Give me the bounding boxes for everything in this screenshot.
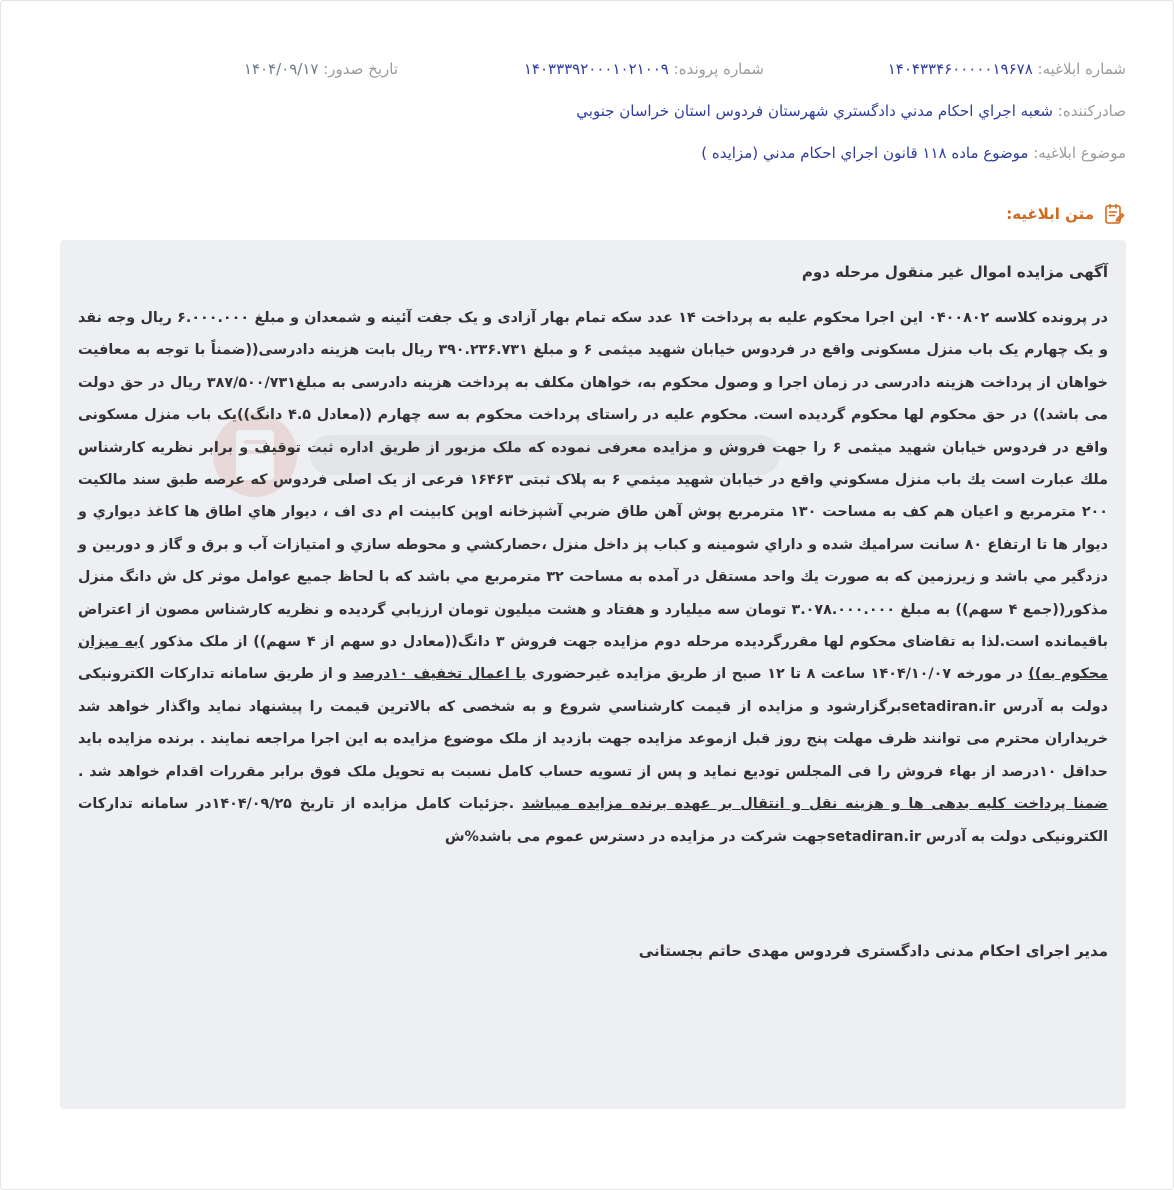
notice-content-box xyxy=(60,240,1126,1109)
notice-body-underline-2: با اعمال تخفیف ۱۰درصد xyxy=(352,666,527,683)
notice-body-underline-3: ضمنا پرداخت کلیه بدهی ها و هزینه نقل و انتقال بر عهده برنده مزایده میباشد xyxy=(521,796,1108,813)
notice-signature: مدیر اجرای احکام مدنی دادگستری فردوس مهدی حاتم بجستانی xyxy=(638,942,1108,960)
notice-body-part-1: در پرونده کلاسه ۰۴۰۰۸۰۲ این اجرا محکوم علیه به پرداخت ۱۴ عدد سکه تمام بهار آزادی و یک جفت آئینه و شمعدان و مبلغ ۶.۰۰۰.۰۰۰ ریال وجه نقد و یک چهارم یک باب منزل مسکونی واقع در فردوس خیابان شهید میثمی ۶ و مبلغ ۳۹۰.۲۳۶.۷۳۱ ریال بابت هزینه دادرسی((ضمناً با توجه به معافیت خواهان از پرداخت هزینه دادرسی در زمان اجرا و وصول محکوم به، خواهان مکلف به پرداخت هزینه دادرسی به مبلغ۳۸۷/۵۰۰/۷۳۱ ریال در حق دولت می باشد)) در حق محکوم لها محکوم گردیده است. محکوم علیه در راستای پرداخت محکوم به سه چهارم ((معادل ۴.۵ دانگ))یک باب منزل مسکونی واقع در فردوس خیابان شهید میثمی ۶ را جهت فروش و مزایده معرفی نموده که ملک مزبور از طریق اداره ثبت توقیف و برابر نظریه کارشناس ملك عبارت است يك باب منزل مسكوني واقع در خيابان شهيد ميثمي ۶ به پلاک ثبتی ۱۶۴۶۳ فرعی از یک اصلی فردوس که عرصه طبق سند مالكيت ۲۰۰ مترمربع و اعيان هم كف به مساحت ۱۳۰ مترمربع پوش آهن طاق ضربي آشپزخانه اوپن كابينت ام دی اف ، ديوار هاي اطاق ها كاغذ ديواري و ديوار ها تا ارتفاع ۸۰ سانت سراميك شده و داراي شومينه و كباب پز داخل منزل ،حصاركشي و محوطه سازي و امتيازات آب و برق و گاز و دوربين و دزدگير مي باشد و زيرزمين كه به صورت يك واحد مستقل در آمده به مساحت ۳۲ مترمربع مي باشد كه با لحاظ جميع عوامل موثر كل ش دانگ منزل مذكور((جمع ۴ سهم)) به مبلغ ۳.۰۷۸.۰۰۰.۰۰۰ تومان سه میلیارد و هفتاد و هشت میلیون تومان ارزيابي گرديده و نظريه كارشناس مصون از اعتراض باقیمانده است.لذا به تقاضای محکوم لها مقررگردیده مرحله دوم مزایده جهت فروش ۳ دانگ((معادل دو سهم از ۴ سهم)) از ملک مذکور xyxy=(78,310,1109,651)
notice-body-part-4: .جزئیات کامل مزایده از تاریخ ۱۴۰۴/۰۹/۲۵در سامانه تدارکات الکترونیکی دولت به آدرس setadiran.irجهت شرکت در مزایده در دسترس عموم می باشد%ش xyxy=(78,796,1108,845)
subject-label: موضوع ابلاغیه: xyxy=(1033,144,1126,162)
case-number xyxy=(524,58,764,80)
issue-date-label: تاریخ صدور: xyxy=(323,60,398,78)
issuer-value: شعبه اجراي احكام مدني دادگستري شهرستان فردوس استان خراسان جنوبي xyxy=(576,102,1053,120)
issuer-label: صادرکننده: xyxy=(1057,102,1126,120)
notice-heading: آگهی مزایده اموال غیر منقول مرحله دوم xyxy=(801,263,1108,281)
notice-text-title: متن ابلاغیه: xyxy=(1006,205,1094,223)
notice-body-part-3: و از طریق سامانه تدارکات الکترونیکی دولت به آدرس setadiran.irبرگزارشود و مزایده از قیمت کارشناسي شروع و به شخصی که بالاترین قیمت را پیشنهاد نماید واگذار خواهد شد خریداران محترم می توانند ظرف مهلت پنج روز قبل ازموعد مزایده جهت بازدید از ملک موضوع مزایده به این اجرا مراجعه نمایند . برنده مزایده باید حداقل ۱۰درصد از بهاء فروش را فی المجلس تودیع نماید و پس از تسویه حساب کامل نسبت به تحویل ملک فوق برابر مقررات اقدام خواهد شد . xyxy=(78,666,1108,780)
issue-date xyxy=(244,58,398,80)
subject-value: موضوع ماده ۱۱۸ قانون اجراي احكام مدني (مزايده ) xyxy=(701,144,1029,162)
notice-text-header xyxy=(1006,200,1126,228)
notice-number xyxy=(888,58,1126,80)
case-number-label: شماره پرونده: xyxy=(673,60,764,78)
header-numbers-row xyxy=(48,58,1126,82)
notice-body xyxy=(78,302,1108,853)
notice-body-part-2: در مورخه ۱۴۰۴/۱۰/۰۷ ساعت ۸ تا ۱۲ صبح از طریق مزایده غیرحضوری xyxy=(526,666,1029,683)
notice-number-label: شماره ابلاغیه: xyxy=(1037,60,1126,78)
notice-number-value: ۱۴۰۴۳۳۴۶۰۰۰۰۰۱۹۶۷۸ xyxy=(887,60,1033,78)
notice-body-underline-1: )به میزان محکوم به)) xyxy=(78,634,1108,683)
document-icon xyxy=(1102,202,1126,226)
issue-date-value: ۱۴۰۴/۰۹/۱۷ xyxy=(243,60,319,78)
case-number-value: ۱۴۰۳۳۳۹۲۰۰۰۱۰۲۱۰۰۹ xyxy=(523,60,669,78)
